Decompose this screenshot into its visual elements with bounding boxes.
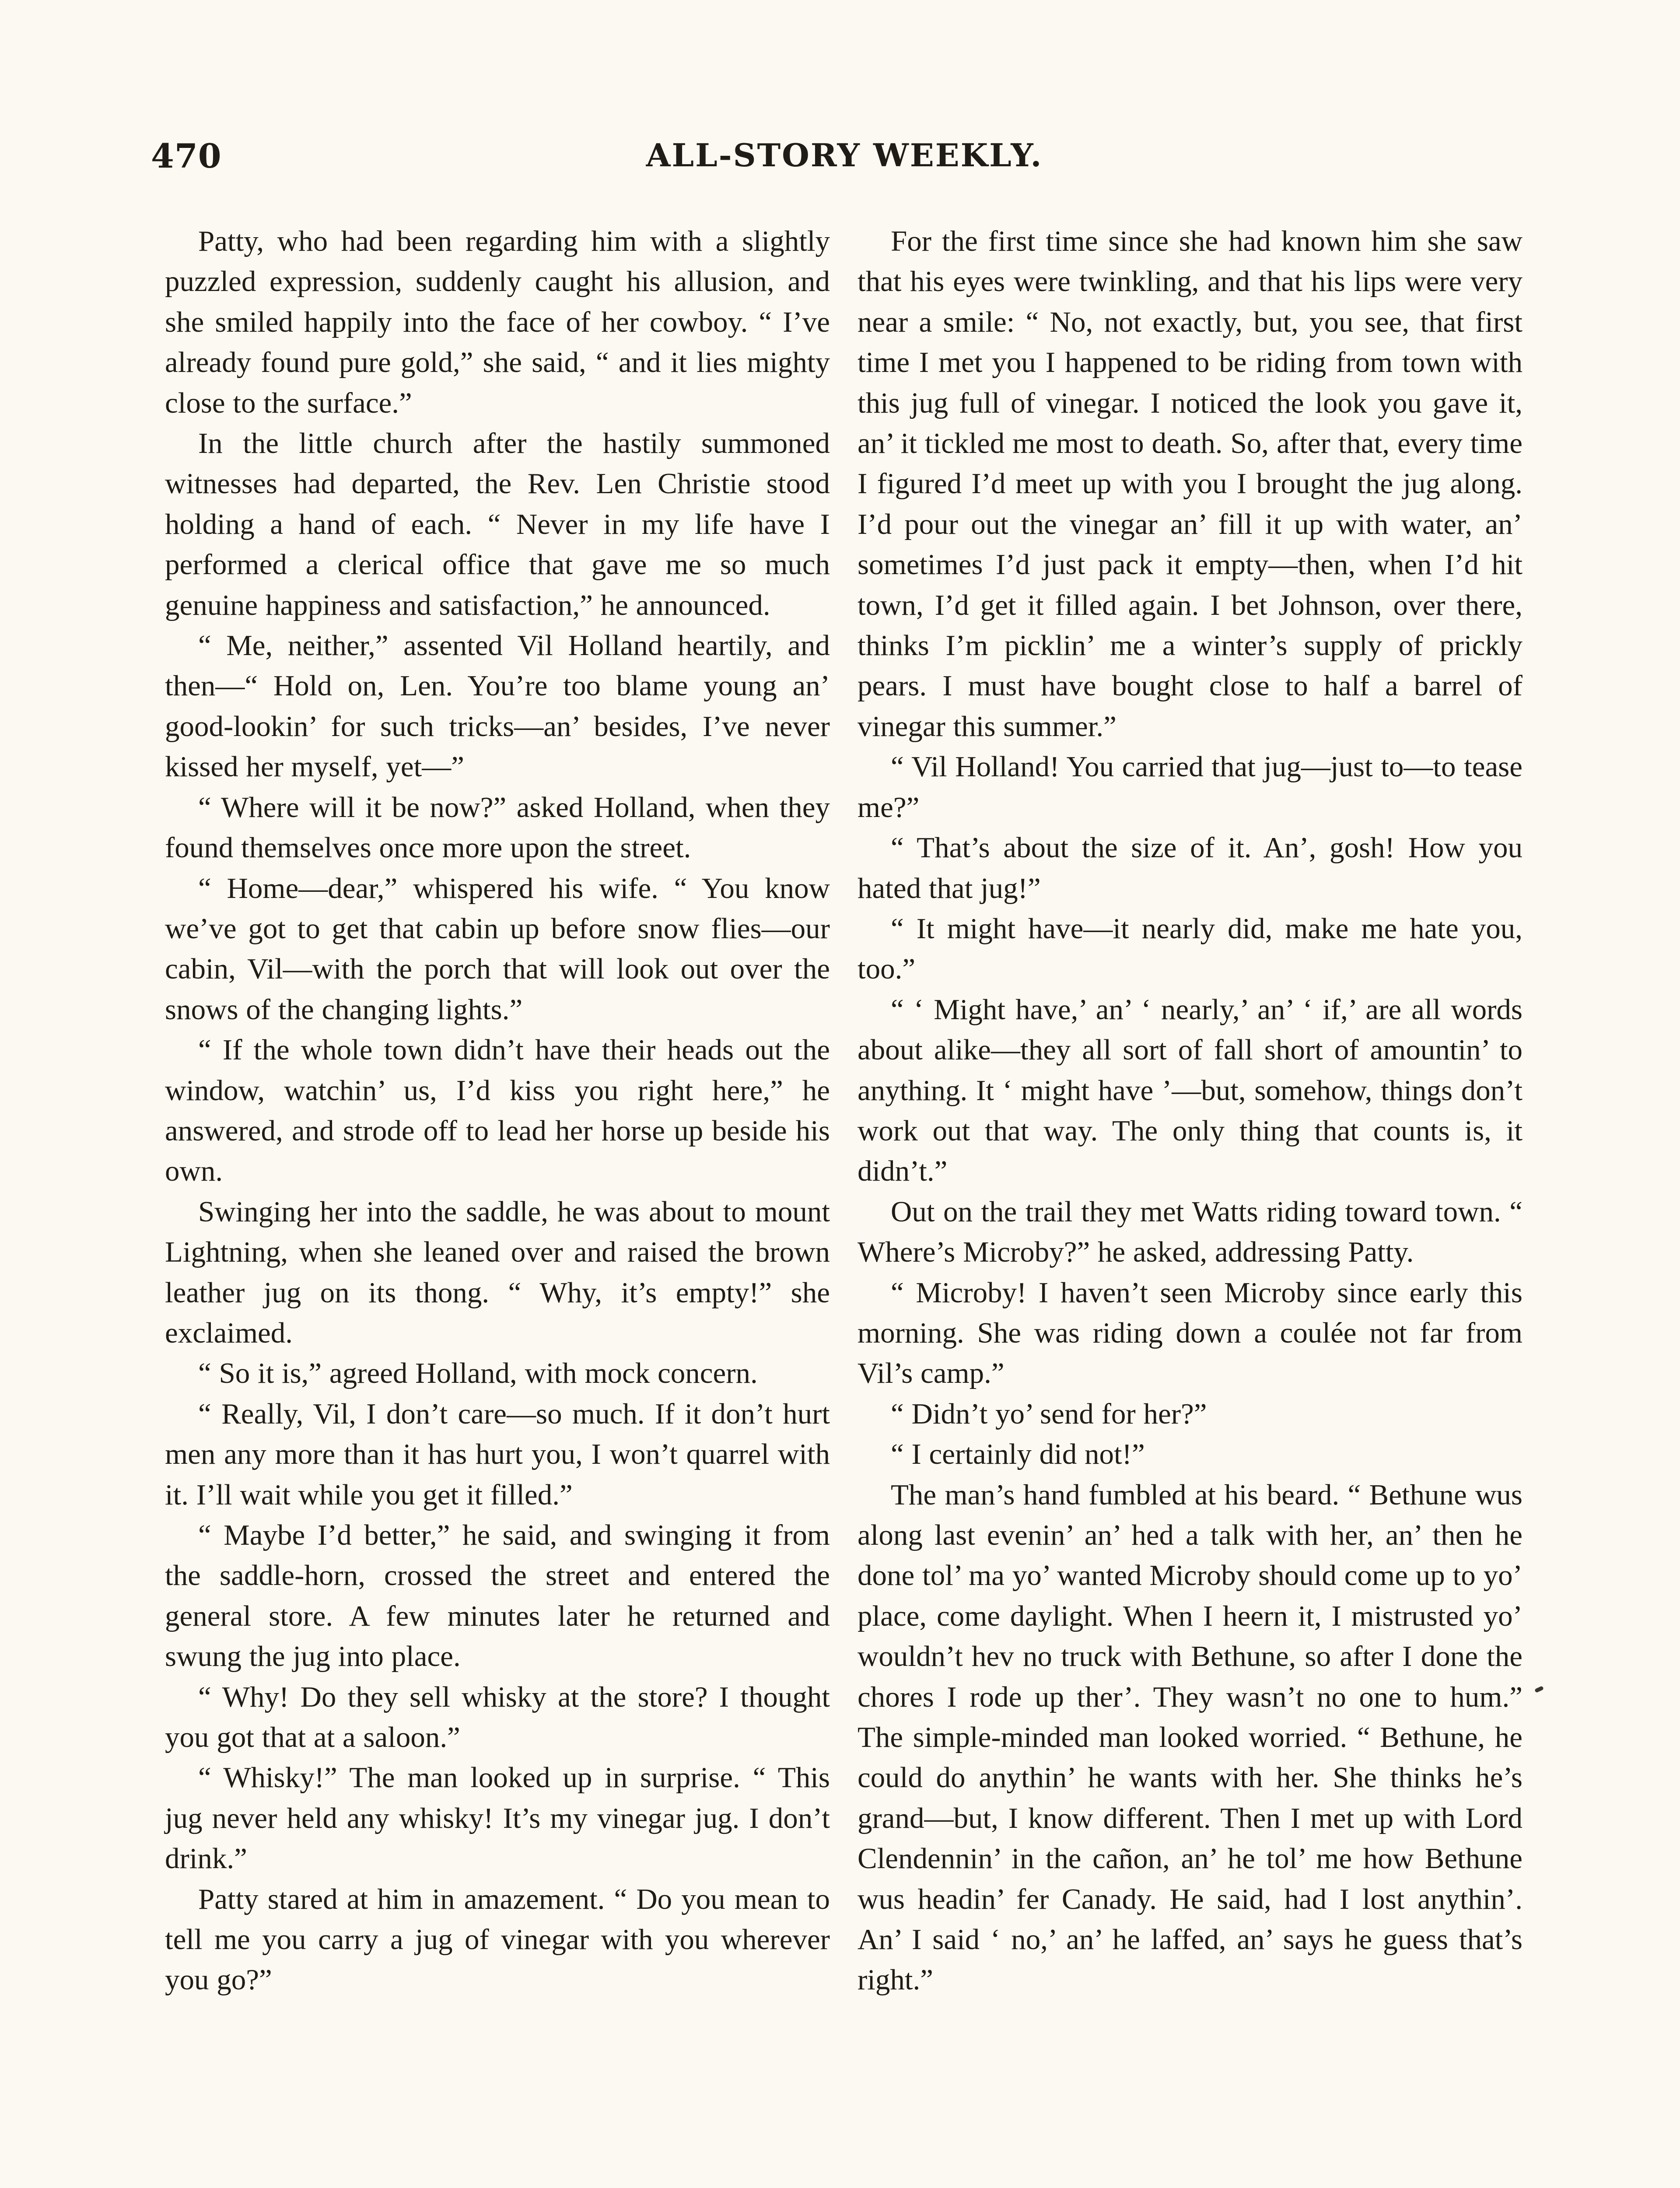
paragraph: “ ‘ Might have,’ an’ ‘ nearly,’ an’ ‘ if,’ are all words about alike—they all sort of fall short of amountin’ to anything. It ‘ might have ’—but, somehow, things don’t work out that way. The only thing that counts is, it didn’t.” [858,993,1522,1188]
paragraph: “ Didn’t yo’ send for her?” [891,1397,1207,1430]
right-column [858,221,1522,2000]
paragraph: “ Maybe I’d better,” he said, and swinging it from the saddle-horn, crossed the street and entered the general store. A few minutes later he returned and swung the jug into place. [165,1519,830,1673]
paragraph: Patty stared at him in amazement. “ Do you mean to tell me you carry a jug of vinegar with you wherever you go?” [165,1883,830,1996]
paragraph: “ It might have—it nearly did, make me hate you, too.” [858,912,1522,985]
paragraph: “ Microby! I haven’t seen Microby since early this morning. She was riding down a coulée not far from Vil’s camp.” [858,1276,1522,1390]
page-number: 470 [151,137,222,175]
paragraph: “ So it is,” agreed Holland, with mock concern. [198,1357,758,1390]
paragraph: “ If the whole town didn’t have their heads out the window, watchin’ us, I’d kiss you right here,” he answered, and strode off to lead her horse up beside his own. [165,1034,830,1188]
paragraph: “ That’s about the size of it. An’, gosh! How you hated that jug!” [858,831,1522,905]
running-title: ALL-STORY WEEKLY. [646,137,1043,174]
paragraph: “ Why! Do they sell whisky at the store? I thought you got that at a saloon.” [165,1680,830,1754]
paragraph: In the little church after the hastily summoned witnesses had departed, the Rev. Len Christie stood holding a hand of each. “ Never in my life have I performed a clerical office that gave me so much genuine happiness and satisfaction,” he announced. [165,427,830,621]
page-header [151,137,1538,189]
paragraph: For the first time since she had known him she saw that his eyes were twinkling, and that his lips were very near a smile: “ No, not exactly, but, you see, that first time I met you I happened to be riding from town with this jug full of vinegar. I noticed the look you gave it, an’ it tickled me most to death. So, after that, every time I figured I’d meet up with you I brought the jug along. I’d pour out the vinegar an’ fill it up with water, an’ sometimes I’d just pack it empty—then, when I’d hit town, I’d get it filled again. I bet Johnson, over there, thinks I’m picklin’ me a winter’s supply of prickly pears. I must have bought close to half a barrel of vinegar this summer.” [858,225,1522,743]
paragraph: “ Where will it be now?” asked Holland, when they found themselves once more upon the street. [165,791,830,864]
paragraph: Out on the trail they met Watts riding toward town. “ Where’s Microby?” he asked, addressing Patty. [858,1195,1522,1269]
ink-speck [1534,1686,1544,1693]
paragraph: “ I certainly did not!” [891,1438,1145,1471]
paragraph: Swinging her into the saddle, he was about to mount Lightning, when she leaned over and raised the brown leather jug on its thong. “ Why, it’s empty!” she exclaimed. [165,1195,830,1349]
paragraph: “ Really, Vil, I don’t care—so much. If it don’t hurt men any more than it has hurt you, I won’t quarrel with it. I’ll wait while you get it filled.” [165,1397,830,1511]
paragraph: “ Home—dear,” whispered his wife. “ You know we’ve got to get that cabin up before snow flies—our cabin, Vil—with the porch that will look out over the snows of the changing lights.” [165,872,830,1026]
paragraph: Patty, who had been regarding him with a slightly puzzled expression, suddenly caught his allusion, and she smiled happily into the face of her cowboy. “ I’ve already found pure gold,” she said, “ and it lies mighty close to the surface.” [165,225,830,419]
paragraph: “ Vil Holland! You carried that jug—just to—to tease me?” [858,750,1522,824]
left-column [165,221,830,2000]
paragraph: “ Whisky!” The man looked up in surprise. “ This jug never held any whisky! It’s my vinegar jug. I don’t drink.” [165,1761,830,1875]
paragraph: The man’s hand fumbled at his beard. “ Bethune wus along last evenin’ an’ hed a talk with her, an’ then he done tol’ ma yo’ wanted Microby should come up to yo’ place, come daylight. When I heern it, I mistrusted yo’ wouldn’t hev no truck with Bethune, so after I done the chores I rode up ther’. They wasn’t no one to hum.” The simple-minded man looked worried. “ Bethune, he could do anythin’ he wants with her. She thinks he’s grand—but, I know different. Then I met up with Lord Clendennin’ in the cañon, an’ he tol’ me how Bethune wus headin’ fer Canady. He said, had I lost anythin’. An’ I said ‘ no,’ an’ he laffed, an’ says he guess that’s right.” [858,1478,1522,1996]
paragraph: “ Me, neither,” assented Vil Holland heartily, and then—“ Hold on, Len. You’re too blame young an’ good-lookin’ for such tricks—an’ besides, I’ve never kissed her myself, yet—” [165,629,830,783]
